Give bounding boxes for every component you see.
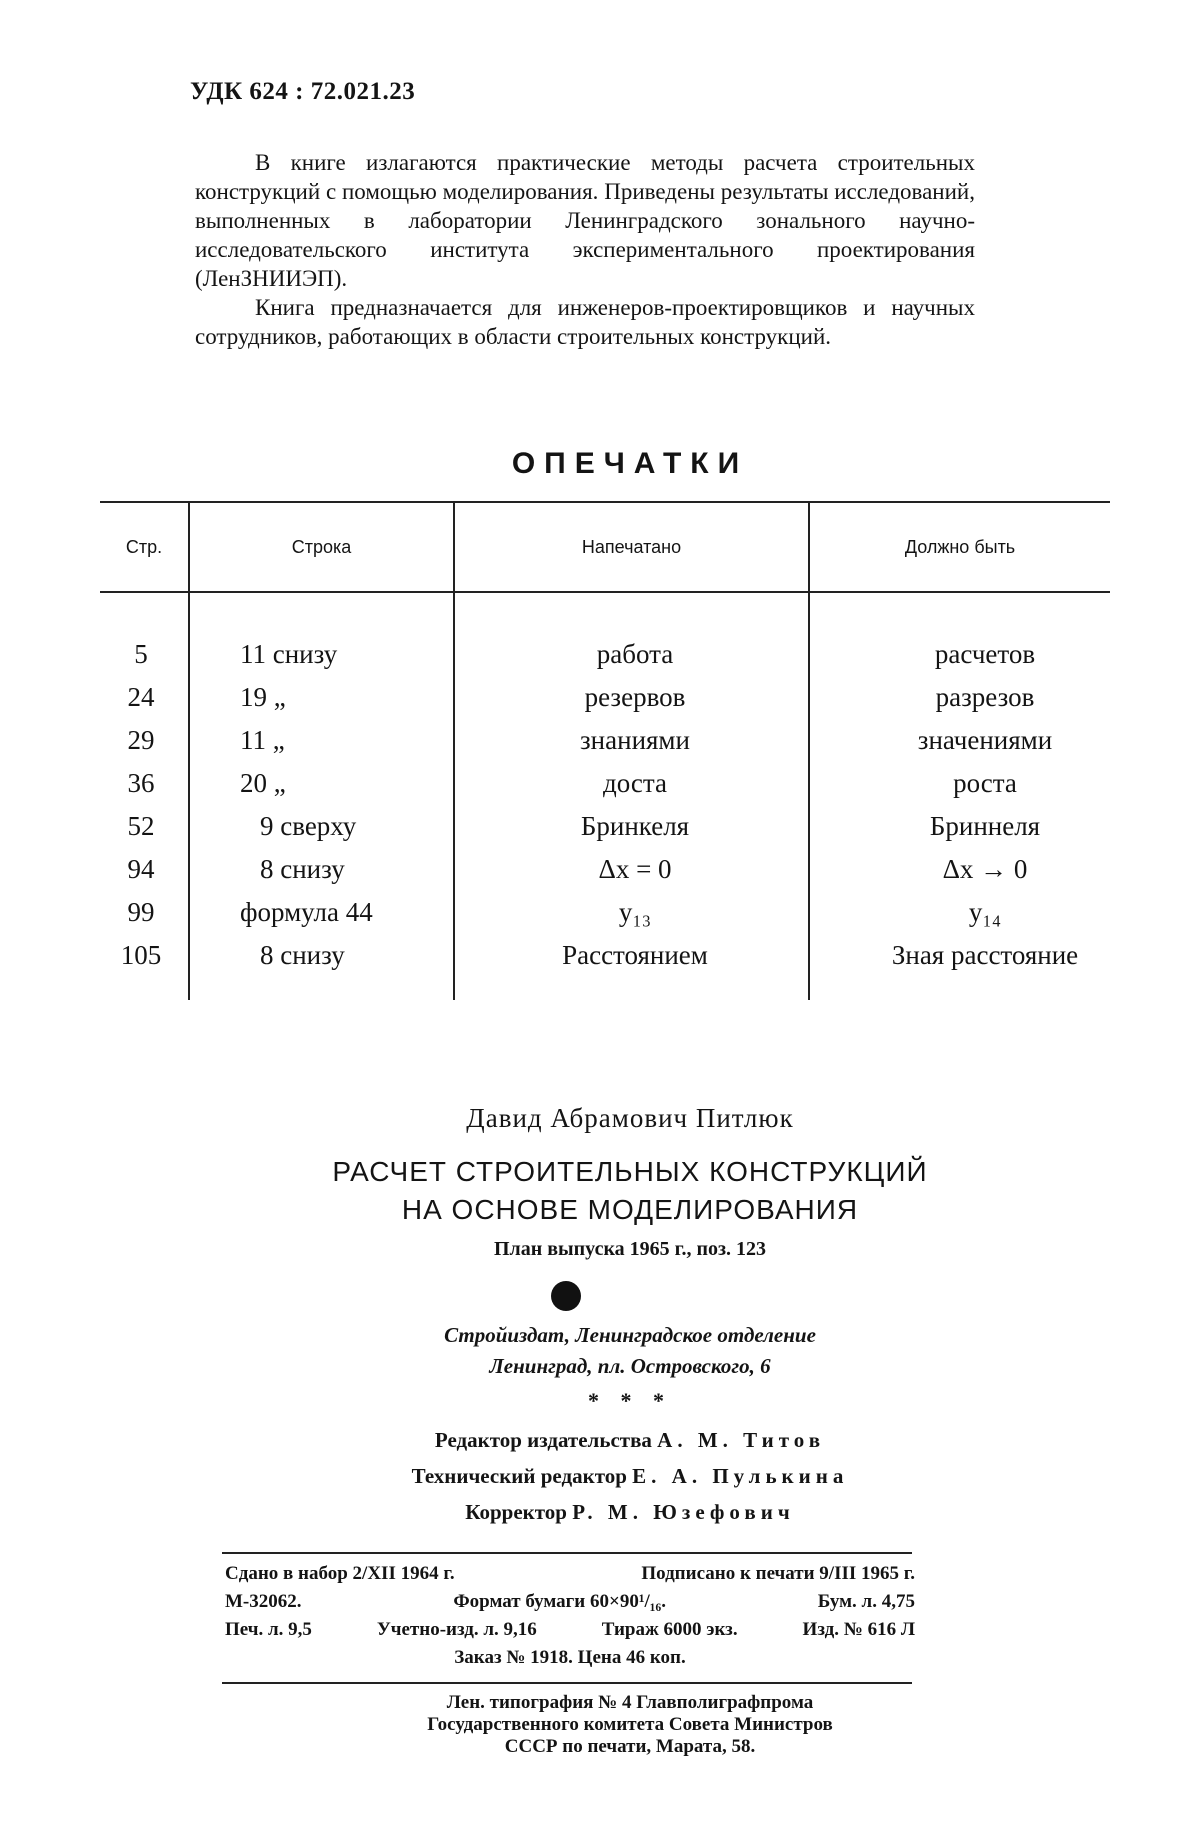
udc-code: УДК 624 : 72.021.23	[190, 78, 416, 105]
imprint-line: Заказ № 1918. Цена 46 коп.	[454, 1647, 686, 1668]
header-page: Стр.	[125, 537, 163, 557]
cell-line: 8 снизу	[260, 854, 345, 884]
credit-person: Е. А. Пулькина	[632, 1464, 849, 1488]
imprint-field: Формат бумаги 60×90¹/₁₆.	[453, 1591, 666, 1612]
cell-line: формула 44	[240, 897, 373, 927]
cell-should-be: Зная расстояние	[891, 940, 1079, 970]
cell-line: 9 сверху	[260, 811, 357, 841]
imprint-field: Сдано в набор 2/XII 1964 г.	[225, 1563, 455, 1584]
errata-title: ОПЕЧАТКИ	[511, 447, 749, 480]
credit-line	[0, 1422, 1200, 1458]
table-column-divider	[453, 502, 455, 1000]
abstract-paragraph: В книге излагаются практические методы расчета строительных конструкций с помощью моделирования. Приведены результаты исследований, выполненных в лаборатории Ленинградского зонального научно-исследовательского института экспериментального проектирования (ЛенЗНИИЭП).	[195, 150, 975, 291]
table-top-rule	[100, 501, 1110, 503]
imprint-field: Печ. л. 9,5	[225, 1619, 312, 1640]
imprint	[225, 1560, 915, 1672]
book-title-line: РАСЧЕТ СТРОИТЕЛЬНЫХ КОНСТРУКЦИЙ	[332, 1156, 928, 1187]
cell-printed: работа	[596, 639, 674, 669]
book-title	[0, 1153, 1200, 1229]
imprint-bottom-rule	[222, 1682, 912, 1684]
cell-printed: Расстоянием	[562, 940, 708, 970]
cell-page: 36	[127, 768, 155, 798]
abstract	[195, 148, 975, 351]
imprint-field: Подписано к печати 9/III 1965 г.	[641, 1563, 915, 1584]
cell-page: 52	[127, 811, 155, 841]
publisher	[0, 1320, 1200, 1382]
table-column-divider	[808, 502, 810, 1000]
cell-printed: доста	[602, 768, 667, 798]
cell-printed: y₁₃	[618, 897, 652, 927]
imprint-field: М-32062.	[225, 1591, 302, 1612]
printer-line: Государственного комитета Совета Министров	[427, 1714, 833, 1735]
header-should-be: Должно быть	[904, 537, 1016, 557]
cell-printed: Δx = 0	[598, 854, 672, 884]
printer-line: СССР по печати, Марата, 58.	[504, 1736, 756, 1757]
header-printed: Напечатано	[581, 537, 682, 557]
cell-line: 19 „	[240, 682, 286, 712]
publisher-line: Стройиздат, Ленинградское отделение	[444, 1323, 816, 1347]
imprint-top-rule	[222, 1552, 912, 1554]
table-header-rule	[100, 591, 1110, 593]
cell-page: 94	[127, 854, 155, 884]
imprint-field: Изд. № 616 Л	[802, 1619, 915, 1640]
bullet-dot-icon	[551, 1281, 581, 1311]
cell-should-be: Δx → 0	[942, 854, 1028, 884]
cell-line: 8 снизу	[260, 940, 345, 970]
credit-line	[0, 1458, 1200, 1494]
cell-line: 11 „	[240, 725, 285, 755]
header-line: Строка	[291, 537, 352, 557]
credit-person: Р. М. Юзефович	[572, 1500, 795, 1524]
cell-line: 11 снизу	[240, 639, 338, 669]
cell-should-be: Бриннеля	[929, 811, 1041, 841]
cell-page: 99	[127, 897, 155, 927]
cell-printed: Бринкеля	[580, 811, 690, 841]
cell-page: 5	[134, 639, 148, 669]
cell-should-be: значениями	[917, 725, 1053, 755]
imprint-line	[225, 1616, 915, 1644]
cell-page: 105	[120, 940, 162, 970]
credit-role: Корректор	[465, 1500, 567, 1524]
imprint-field: Учетно-изд. л. 9,16	[376, 1619, 537, 1640]
printer-line: Лен. типография № 4 Главполиграфпрома	[446, 1692, 814, 1713]
printer-info	[0, 1692, 1200, 1758]
cell-line: 20 „	[240, 768, 286, 798]
publisher-line: Ленинград, пл. Островского, 6	[489, 1354, 771, 1378]
cell-should-be: разрезов	[935, 682, 1035, 712]
credit-line	[0, 1494, 1200, 1530]
author-name: Давид Абрамович Питлюк	[466, 1103, 794, 1133]
cell-printed: знаниями	[580, 725, 690, 755]
imprint-field: Бум. л. 4,75	[817, 1591, 915, 1612]
credits	[0, 1422, 1200, 1530]
cell-printed: резервов	[584, 682, 686, 712]
cell-page: 29	[127, 725, 155, 755]
abstract-paragraph: Книга предназначается для инженеров-проектировщиков и научных сотрудников, работающих в области строительных конструкций.	[195, 295, 975, 349]
imprint-line	[225, 1560, 915, 1588]
cell-should-be: роста	[953, 768, 1017, 798]
table-column-divider	[188, 502, 190, 1000]
credit-role: Редактор издательства	[434, 1428, 652, 1452]
credit-role: Технический редактор	[411, 1464, 627, 1488]
book-title-line: НА ОСНОВЕ МОДЕЛИРОВАНИЯ	[401, 1194, 859, 1225]
separator-stars: * * *	[588, 1388, 672, 1413]
cell-should-be: расчетов	[934, 639, 1036, 669]
credit-person: А. М. Титов	[657, 1428, 826, 1452]
cell-page: 24	[127, 682, 155, 712]
imprint-line	[225, 1588, 915, 1616]
imprint-field: Тираж 6000 экз.	[601, 1619, 738, 1640]
publication-plan: План выпуска 1965 г., поз. 123	[493, 1238, 767, 1260]
cell-should-be: y₁₄	[968, 897, 1002, 927]
